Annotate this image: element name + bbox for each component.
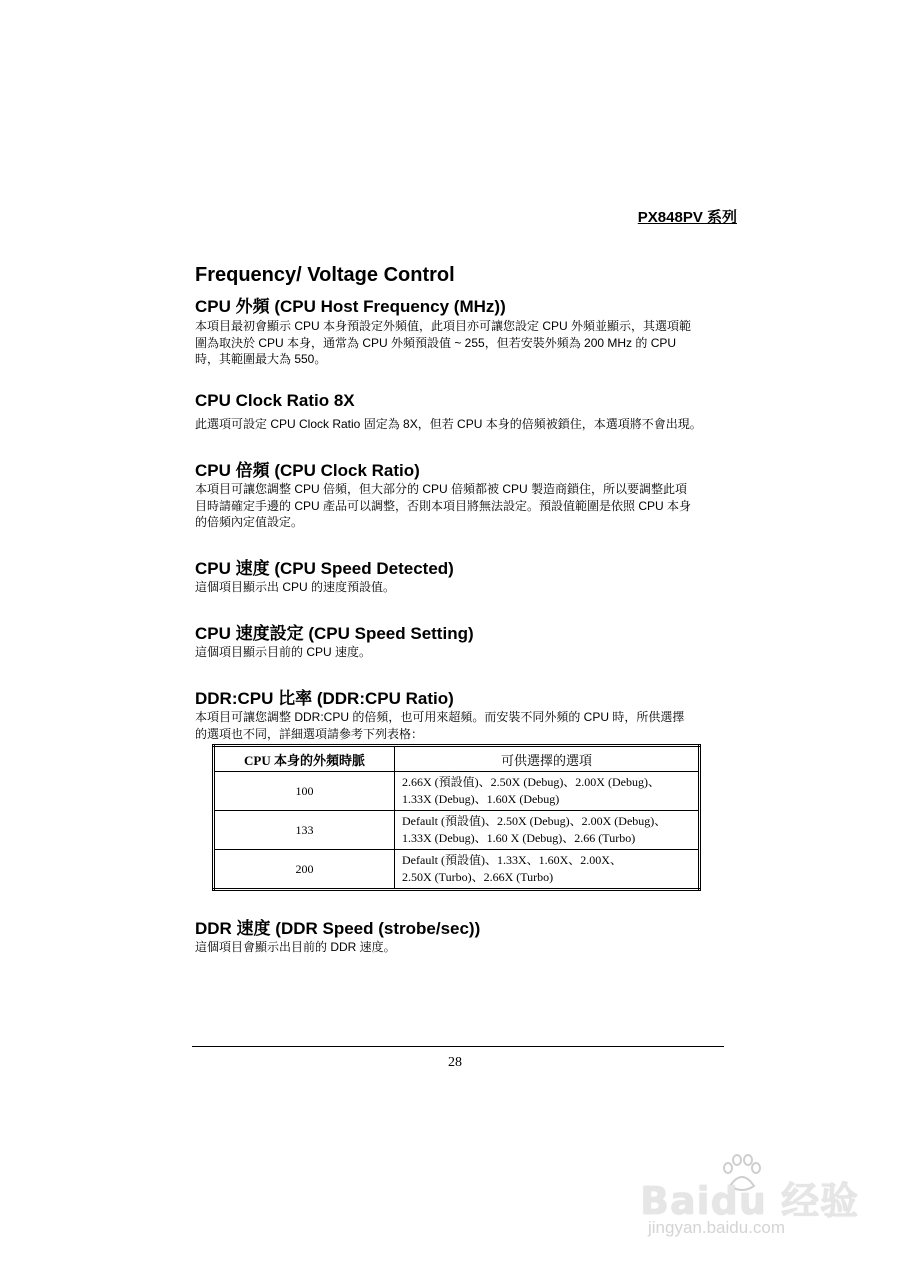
watermark-url: jingyan.baidu.com [648, 1218, 786, 1237]
body-line: 目時請確定手邊的 CPU 產品可以調整，否則本項目將無法設定。預設值範圍是依照 CPU 本身 [195, 498, 692, 513]
body-line: 的倍頻內定值設定。 [195, 515, 304, 529]
section-body-host-frequency [195, 318, 740, 368]
table-row [214, 811, 700, 850]
options-cell [395, 850, 700, 890]
table-row [214, 772, 700, 811]
section-heading-clock-ratio: CPU 倍頻 (CPU Clock Ratio) [195, 461, 420, 480]
section-heading-clock-ratio-8x: CPU Clock Ratio 8X [195, 391, 355, 410]
body-line: 本項目最初會顯示 CPU 本身預設定外頻值，此項目亦可讓您設定 CPU 外頻並顯示，其選項範 [195, 319, 692, 333]
frequency-cell: 133 [214, 811, 395, 850]
options-line: 1.33X (Debug)、1.60 X (Debug)、2.66 (Turbo) [402, 831, 636, 845]
section-heading-ddr-cpu-ratio: DDR:CPU 比率 (DDR:CPU Ratio) [195, 689, 454, 708]
body-line: 時，其範圍最大為 550。 [195, 352, 327, 366]
body-line: 本項目可讓您調整 CPU 倍頻，但大部分的 CPU 倍頻都被 CPU 製造商鎖住，所以要調整此項 [195, 482, 688, 496]
options-line: 2.50X (Turbo)、2.66X (Turbo) [402, 870, 554, 884]
table-row [214, 850, 700, 890]
page-title: Frequency/ Voltage Control [195, 264, 455, 286]
body-line: 此選項可設定 CPU Clock Ratio 固定為 8X，但若 CPU 本身的倍頻被鎖住，本選項將不會出現。 [195, 417, 702, 431]
page-number: 28 [448, 1055, 462, 1070]
section-body-ddr-cpu-ratio [195, 709, 740, 742]
options-cell [395, 811, 700, 850]
section-body-speed-setting [195, 644, 740, 661]
frequency-cell: 200 [214, 850, 395, 890]
ratio-options-table [212, 744, 701, 891]
series-label: PX848PV 系列 [637, 209, 737, 226]
watermark-logo: Baidu 经验 [640, 1179, 860, 1223]
section-heading-host-frequency: CPU 外頻 (CPU Host Frequency (MHz)) [195, 297, 506, 316]
options-line: Default (預設值)、1.33X、1.60X、2.00X、 [402, 853, 622, 867]
options-line: 2.66X (預設值)、2.50X (Debug)、2.00X (Debug)、 [402, 775, 660, 789]
section-body-clock-ratio-8x [195, 416, 740, 433]
body-line: 這個項目會顯示出目前的 DDR 速度。 [195, 940, 396, 954]
section-heading-speed-detected: CPU 速度 (CPU Speed Detected) [195, 559, 454, 578]
frequency-cell: 100 [214, 772, 395, 811]
body-line: 圍為取決於 CPU 本身，通常為 CPU 外頻預設值 ~ 255，但若安裝外頻為 200 MHz 的 CPU [195, 335, 677, 350]
options-cell [395, 772, 700, 811]
column-header-options: 可供選擇的選項 [395, 746, 700, 772]
body-line: 這個項目顯示目前的 CPU 速度。 [195, 645, 372, 659]
body-line: 這個項目顯示出 CPU 的速度預設值。 [195, 580, 396, 594]
section-body-clock-ratio [195, 481, 740, 531]
section-body-ddr-speed [195, 939, 740, 956]
baidu-watermark [640, 1170, 860, 1250]
options-line: 1.33X (Debug)、1.60X (Debug) [402, 792, 560, 806]
table-header-row [214, 746, 700, 772]
body-line: 本項目可讓您調整 DDR:CPU 的倍頻，也可用來超頻。而安裝不同外頻的 CPU 時，所供選擇 [195, 710, 685, 724]
column-header-cpu-frequency: CPU 本身的外頻時脈 [214, 746, 395, 772]
section-heading-ddr-speed: DDR 速度 (DDR Speed (strobe/sec)) [195, 919, 481, 938]
section-heading-speed-setting: CPU 速度設定 (CPU Speed Setting) [195, 624, 474, 643]
footer-divider [192, 1046, 724, 1047]
body-line: 的選項也不同，詳細選項請參考下列表格： [195, 726, 424, 741]
section-body-speed-detected [195, 579, 740, 596]
options-line: Default (預設值)、2.50X (Debug)、2.00X (Debug)、 [402, 814, 667, 828]
